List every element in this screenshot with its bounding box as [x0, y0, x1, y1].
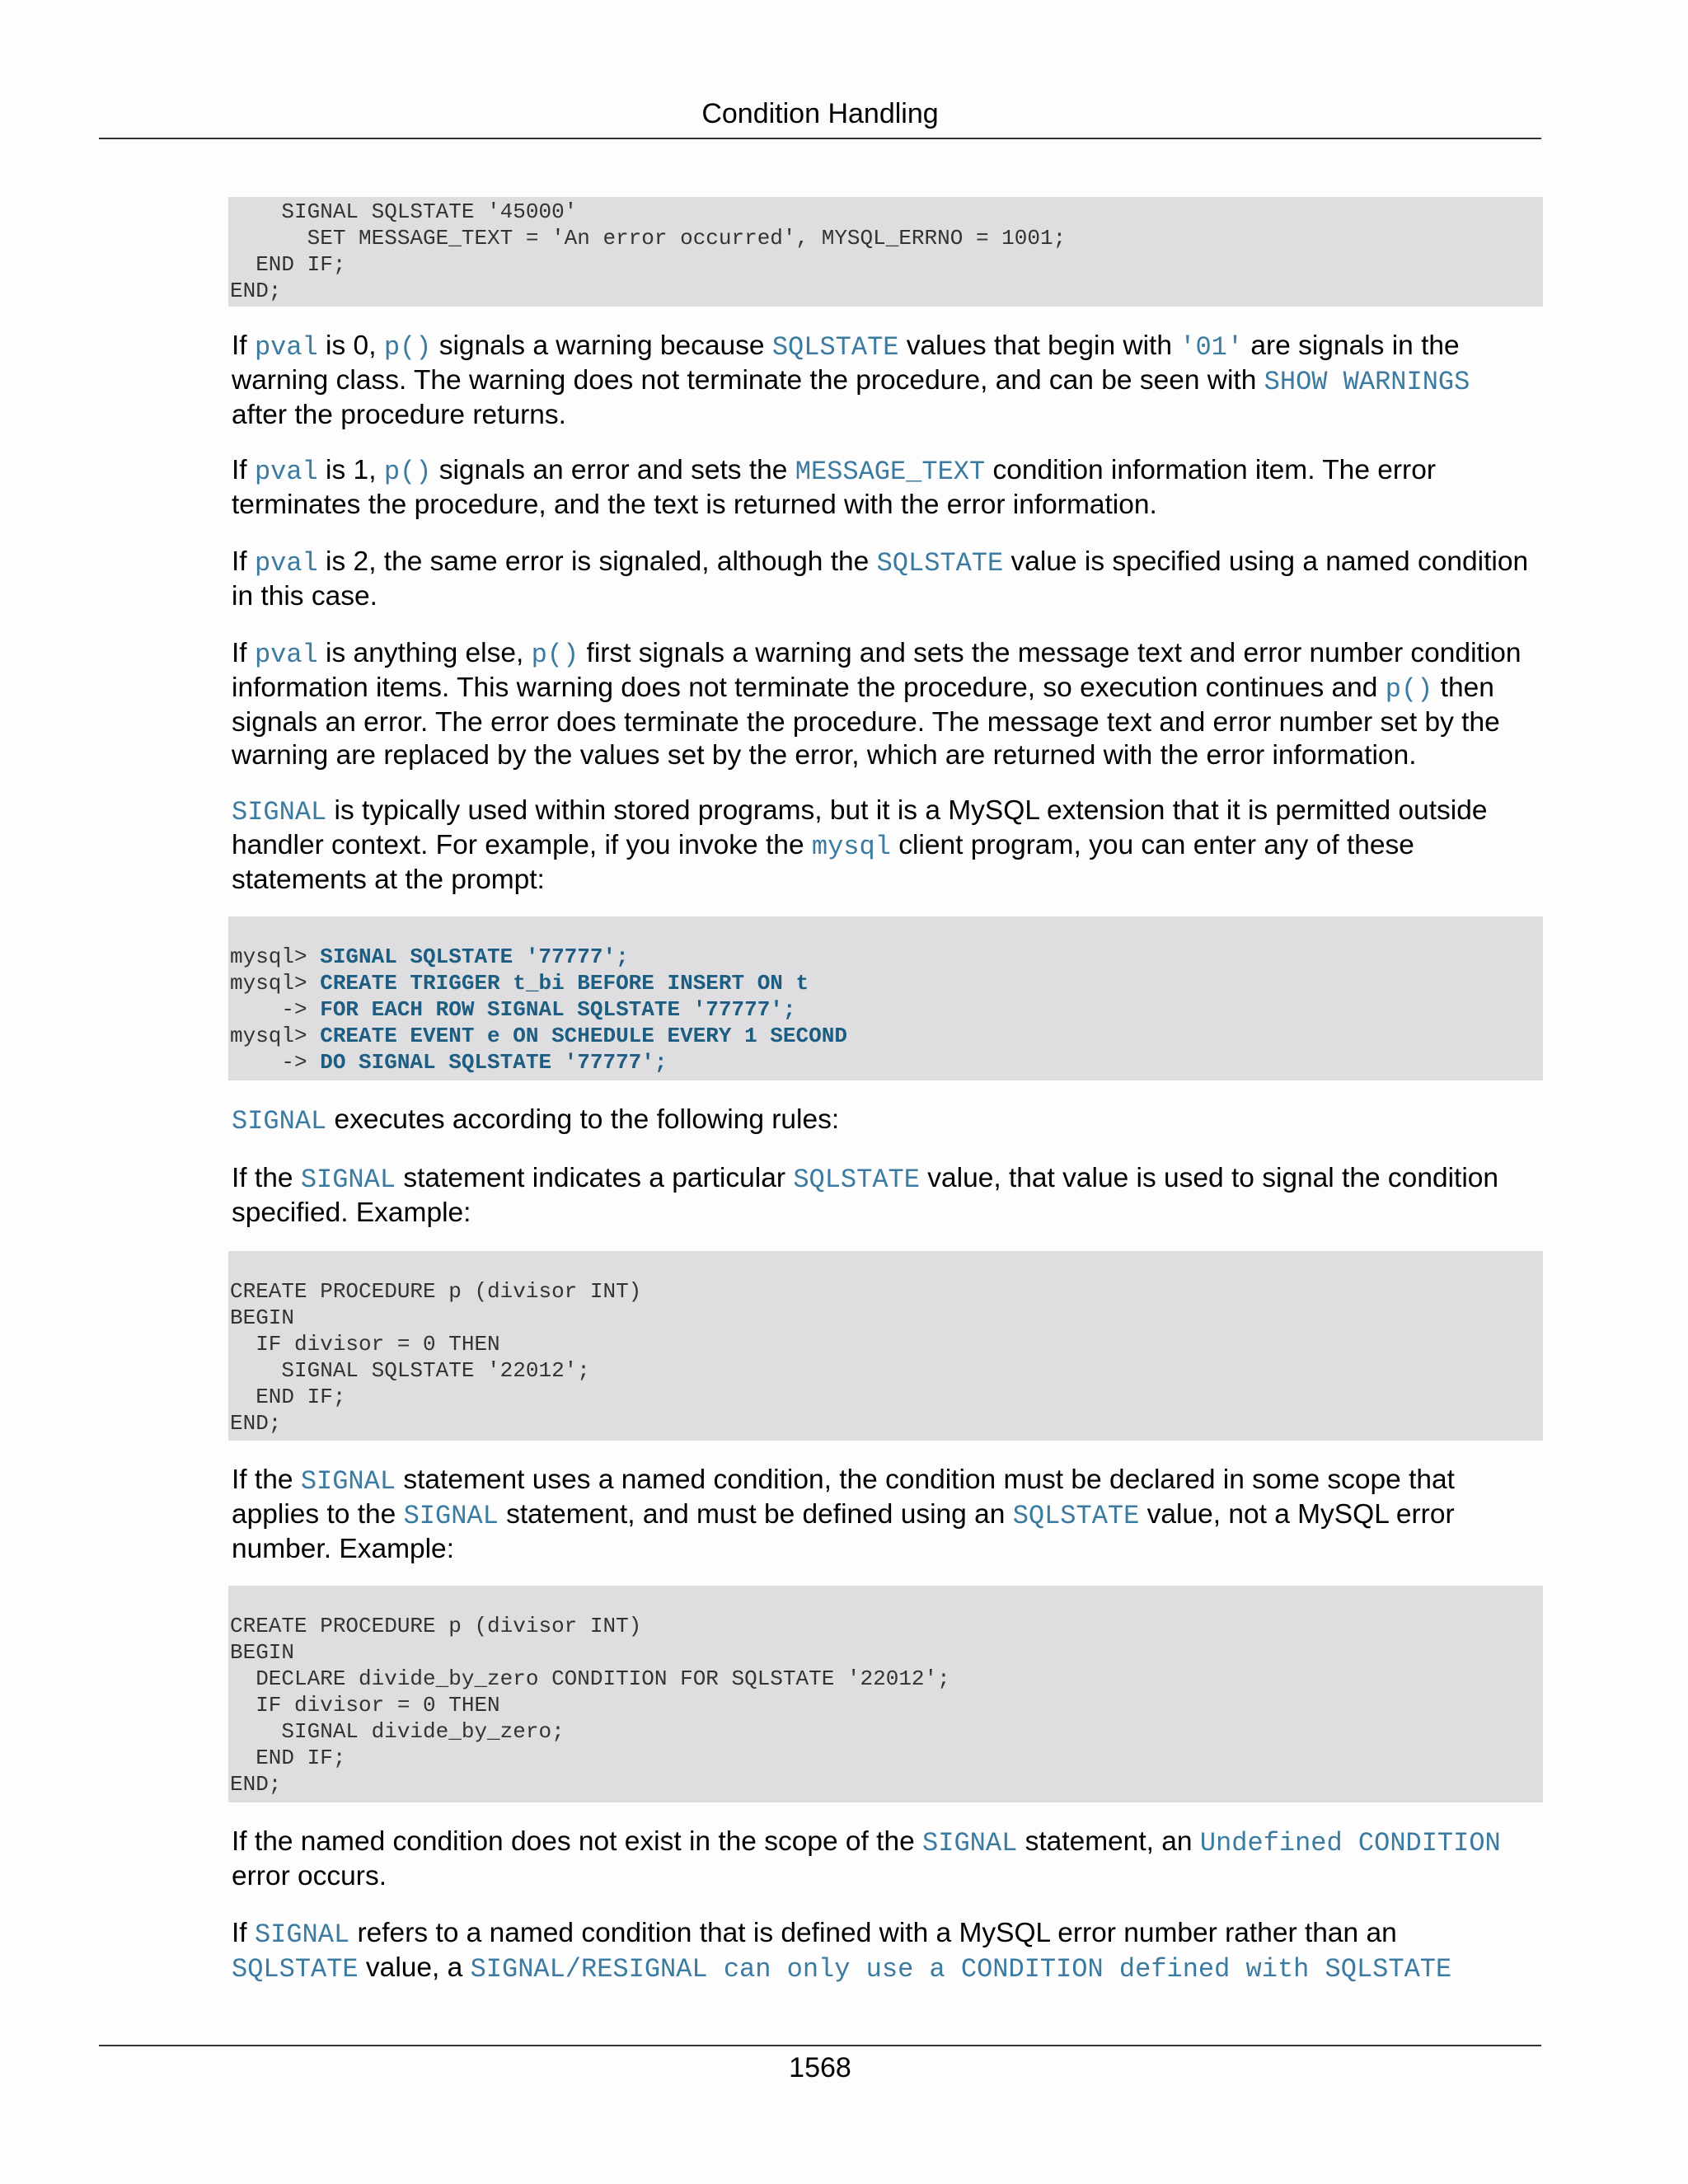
code-line: SET MESSAGE_TEXT = 'An error occurred', MYSQL_ERRNO = 1001; [230, 226, 1067, 251]
page-header-title: Condition Handling [701, 98, 939, 129]
code-line: DECLARE divide_by_zero CONDITION FOR SQLSTATE '22012'; [230, 1666, 950, 1691]
code-literal: SIGNAL [403, 1501, 499, 1531]
code-literal: SQLSTATE [771, 332, 899, 363]
code-line: mysql> CREATE EVENT e ON SCHEDULE EVERY 1 SECOND [230, 1024, 847, 1048]
code-literal: SQLSTATE [232, 1954, 359, 1985]
code-literal: SIGNAL/RESIGNAL can only use a CONDITION defined with SQLSTATE [470, 1954, 1452, 1985]
code-literal: p() [383, 457, 432, 487]
code-line: mysql> CREATE TRIGGER t_bi BEFORE INSERT ON t [230, 971, 809, 996]
code-block-procedure-sqlstate [228, 1251, 1543, 1441]
paragraph-pval-1: If pval is 1, p() signals an error and sets the MESSAGE_TEXT condition information item. The error terminates the procedure, and the text is returned with the error information. [232, 455, 1436, 520]
footer-rule [99, 2045, 1541, 2046]
code-line: END; [230, 1411, 282, 1436]
paragraph-signal-rules: SIGNAL executes according to the following rules: [232, 1104, 840, 1137]
header-rule [99, 138, 1541, 139]
code-literal: SIGNAL [300, 1466, 396, 1497]
code-block-mysql-prompt [228, 916, 1543, 1080]
code-block-signal-end [228, 197, 1543, 307]
code-line: END IF; [230, 1385, 346, 1409]
code-line: END; [230, 279, 282, 303]
code-literal: SQLSTATE [793, 1165, 920, 1195]
code-literal: SIGNAL [300, 1165, 396, 1195]
code-literal: pval [254, 640, 318, 670]
code-literal: SIGNAL [922, 1828, 1018, 1858]
code-line: BEGIN [230, 1640, 295, 1665]
paragraph-pval-2: If pval is 2, the same error is signaled, although the SQLSTATE value is specified using a named condition in this case. [232, 546, 1529, 612]
code-line: IF divisor = 0 THEN [230, 1693, 500, 1718]
code-line: IF divisor = 0 THEN [230, 1332, 500, 1357]
code-literal: pval [254, 332, 318, 363]
code-literal: SIGNAL [232, 1106, 327, 1137]
code-line: END IF; [230, 1746, 346, 1770]
code-literal: p() [531, 640, 579, 670]
code-literal: SIGNAL [254, 1919, 350, 1950]
paragraph-undefined-condition: If the named condition does not exist in the scope of the SIGNAL statement, an Undefined CONDITION error occurs. [232, 1826, 1501, 1891]
code-line: CREATE PROCEDURE p (divisor INT) [230, 1614, 642, 1638]
code-block-procedure-named [228, 1586, 1543, 1802]
code-literal: pval [254, 457, 318, 487]
code-literal: p() [1385, 674, 1433, 705]
code-literal: p() [383, 332, 432, 363]
code-line: END; [230, 1772, 282, 1797]
code-literal: '01' [1179, 332, 1244, 363]
code-literal: SQLSTATE [876, 548, 1004, 579]
code-line: END IF; [230, 252, 346, 277]
code-literal: MESSAGE_TEXT [795, 457, 986, 487]
code-literal: pval [254, 548, 318, 579]
page-number: 1568 [789, 2052, 851, 2083]
paragraph-mysql-error-number: If SIGNAL refers to a named condition that is defined with a MySQL error number rather than an SQLSTATE value, a SIGNAL/RESIGNAL can only use a CONDITION defined with SQLSTATE [232, 1918, 1452, 1985]
code-line: CREATE PROCEDURE p (divisor INT) [230, 1279, 642, 1304]
code-literal: SIGNAL [232, 797, 327, 827]
code-line: SIGNAL SQLSTATE '45000' [230, 199, 578, 224]
paragraph-named-condition: If the SIGNAL statement uses a named condition, the condition must be declared in some scope that applies to the SIGNAL statement, and must be defined using an SQLSTATE value, not a MySQL error number. Example: [232, 1465, 1455, 1564]
code-line: BEGIN [230, 1305, 295, 1330]
paragraph-signal-outside: SIGNAL is typically used within stored programs, but it is a MySQL extension that it is permitted outside handler context. For example, if you invoke the mysql client program, you can enter any of these statements at the prompt: [232, 795, 1488, 895]
paragraph-pval-else: If pval is anything else, p() first signals a warning and sets the message text and error number condition information items. This warning does not terminate the procedure, so execution continues and p() then signals an error. The error does terminate the procedure. The message text and error number set by the warning are replaced by the values set by the error, which are returned with the error information. [232, 638, 1522, 771]
code-literal: SHOW WARNINGS [1264, 367, 1470, 397]
code-line: mysql> SIGNAL SQLSTATE '77777'; [230, 944, 629, 969]
code-literal: SQLSTATE [1012, 1501, 1140, 1531]
code-line: -> FOR EACH ROW SIGNAL SQLSTATE '77777'; [230, 997, 796, 1022]
paragraph-signal-sqlstate: If the SIGNAL statement indicates a particular SQLSTATE value, that value is used to signal the condition specified. Example: [232, 1163, 1499, 1228]
paragraph-pval-0: If pval is 0, p() signals a warning because SQLSTATE values that begin with '01' are signals in the warning class. The warning does not terminate the procedure, and can be seen with SHOW WARNINGS after the procedure returns. [232, 330, 1470, 430]
code-line: SIGNAL SQLSTATE '22012'; [230, 1358, 590, 1383]
code-literal: mysql [811, 832, 891, 862]
code-line: -> DO SIGNAL SQLSTATE '77777'; [230, 1050, 668, 1075]
code-line: SIGNAL divide_by_zero; [230, 1719, 565, 1744]
code-literal: Undefined CONDITION [1199, 1828, 1501, 1858]
